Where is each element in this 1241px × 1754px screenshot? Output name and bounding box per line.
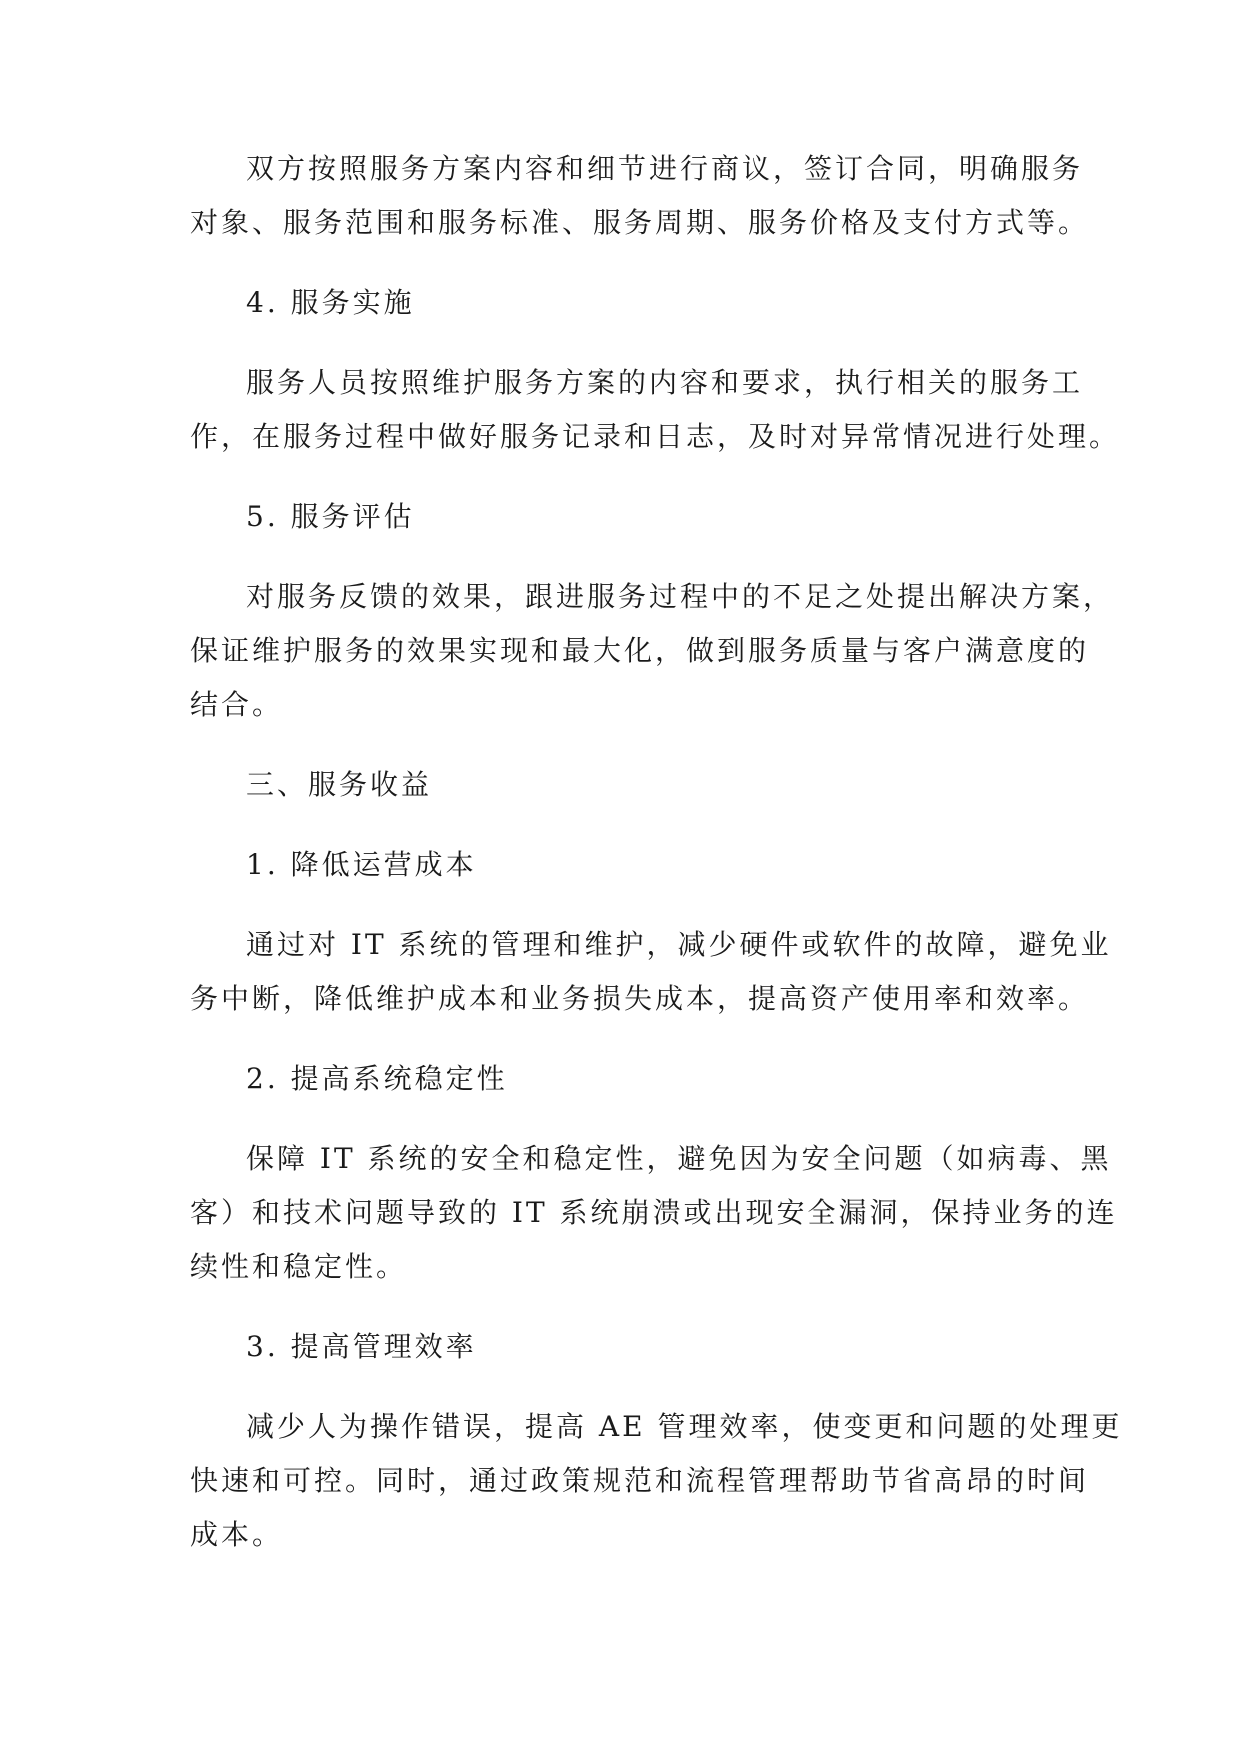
section-heading: 2. 提高系统稳定性 (246, 1062, 508, 1095)
section-heading: 1. 降低运营成本 (246, 848, 477, 881)
paragraph-line: 通过对 IT 系统的管理和维护，减少硬件或软件的故障，避免业 (246, 928, 1112, 961)
paragraph-line: 成本。 (190, 1518, 284, 1551)
paragraph-line: 双方按照服务方案内容和细节进行商议，签订合同，明确服务 (246, 152, 1084, 185)
paragraph-line: 减少人为操作错误，提高 AE 管理效率，使变更和问题的处理更 (246, 1410, 1123, 1443)
section-heading: 3. 提高管理效率 (246, 1330, 477, 1363)
paragraph-line: 续性和稳定性。 (190, 1250, 408, 1283)
section-heading: 4. 服务实施 (246, 286, 415, 319)
paragraph-line: 服务人员按照维护服务方案的内容和要求，执行相关的服务工 (246, 366, 1084, 399)
paragraph-line: 保证维护服务的效果实现和最大化，做到服务质量与客户满意度的 (190, 634, 1090, 667)
paragraph-line: 作，在服务过程中做好服务记录和日志，及时对异常情况进行处理。 (190, 420, 1121, 453)
paragraph-line: 快速和可控。同时，通过政策规范和流程管理帮助节省高昂的时间 (190, 1464, 1090, 1497)
paragraph-line: 保障 IT 系统的安全和稳定性，避免因为安全问题（如病毒、黑 (246, 1142, 1112, 1175)
paragraph-line: 结合。 (190, 688, 284, 721)
paragraph-line: 对象、服务范围和服务标准、服务周期、服务价格及支付方式等。 (190, 206, 1090, 239)
paragraph-line: 务中断，降低维护成本和业务损失成本，提高资产使用率和效率。 (190, 982, 1090, 1015)
section-heading: 5. 服务评估 (246, 500, 415, 533)
paragraph-line: 客）和技术问题导致的 IT 系统崩溃或出现安全漏洞，保持业务的连 (190, 1196, 1118, 1229)
chapter-heading: 三、服务收益 (246, 768, 433, 801)
paragraph-line: 对服务反馈的效果，跟进服务过程中的不足之处提出解决方案， (246, 580, 1115, 613)
